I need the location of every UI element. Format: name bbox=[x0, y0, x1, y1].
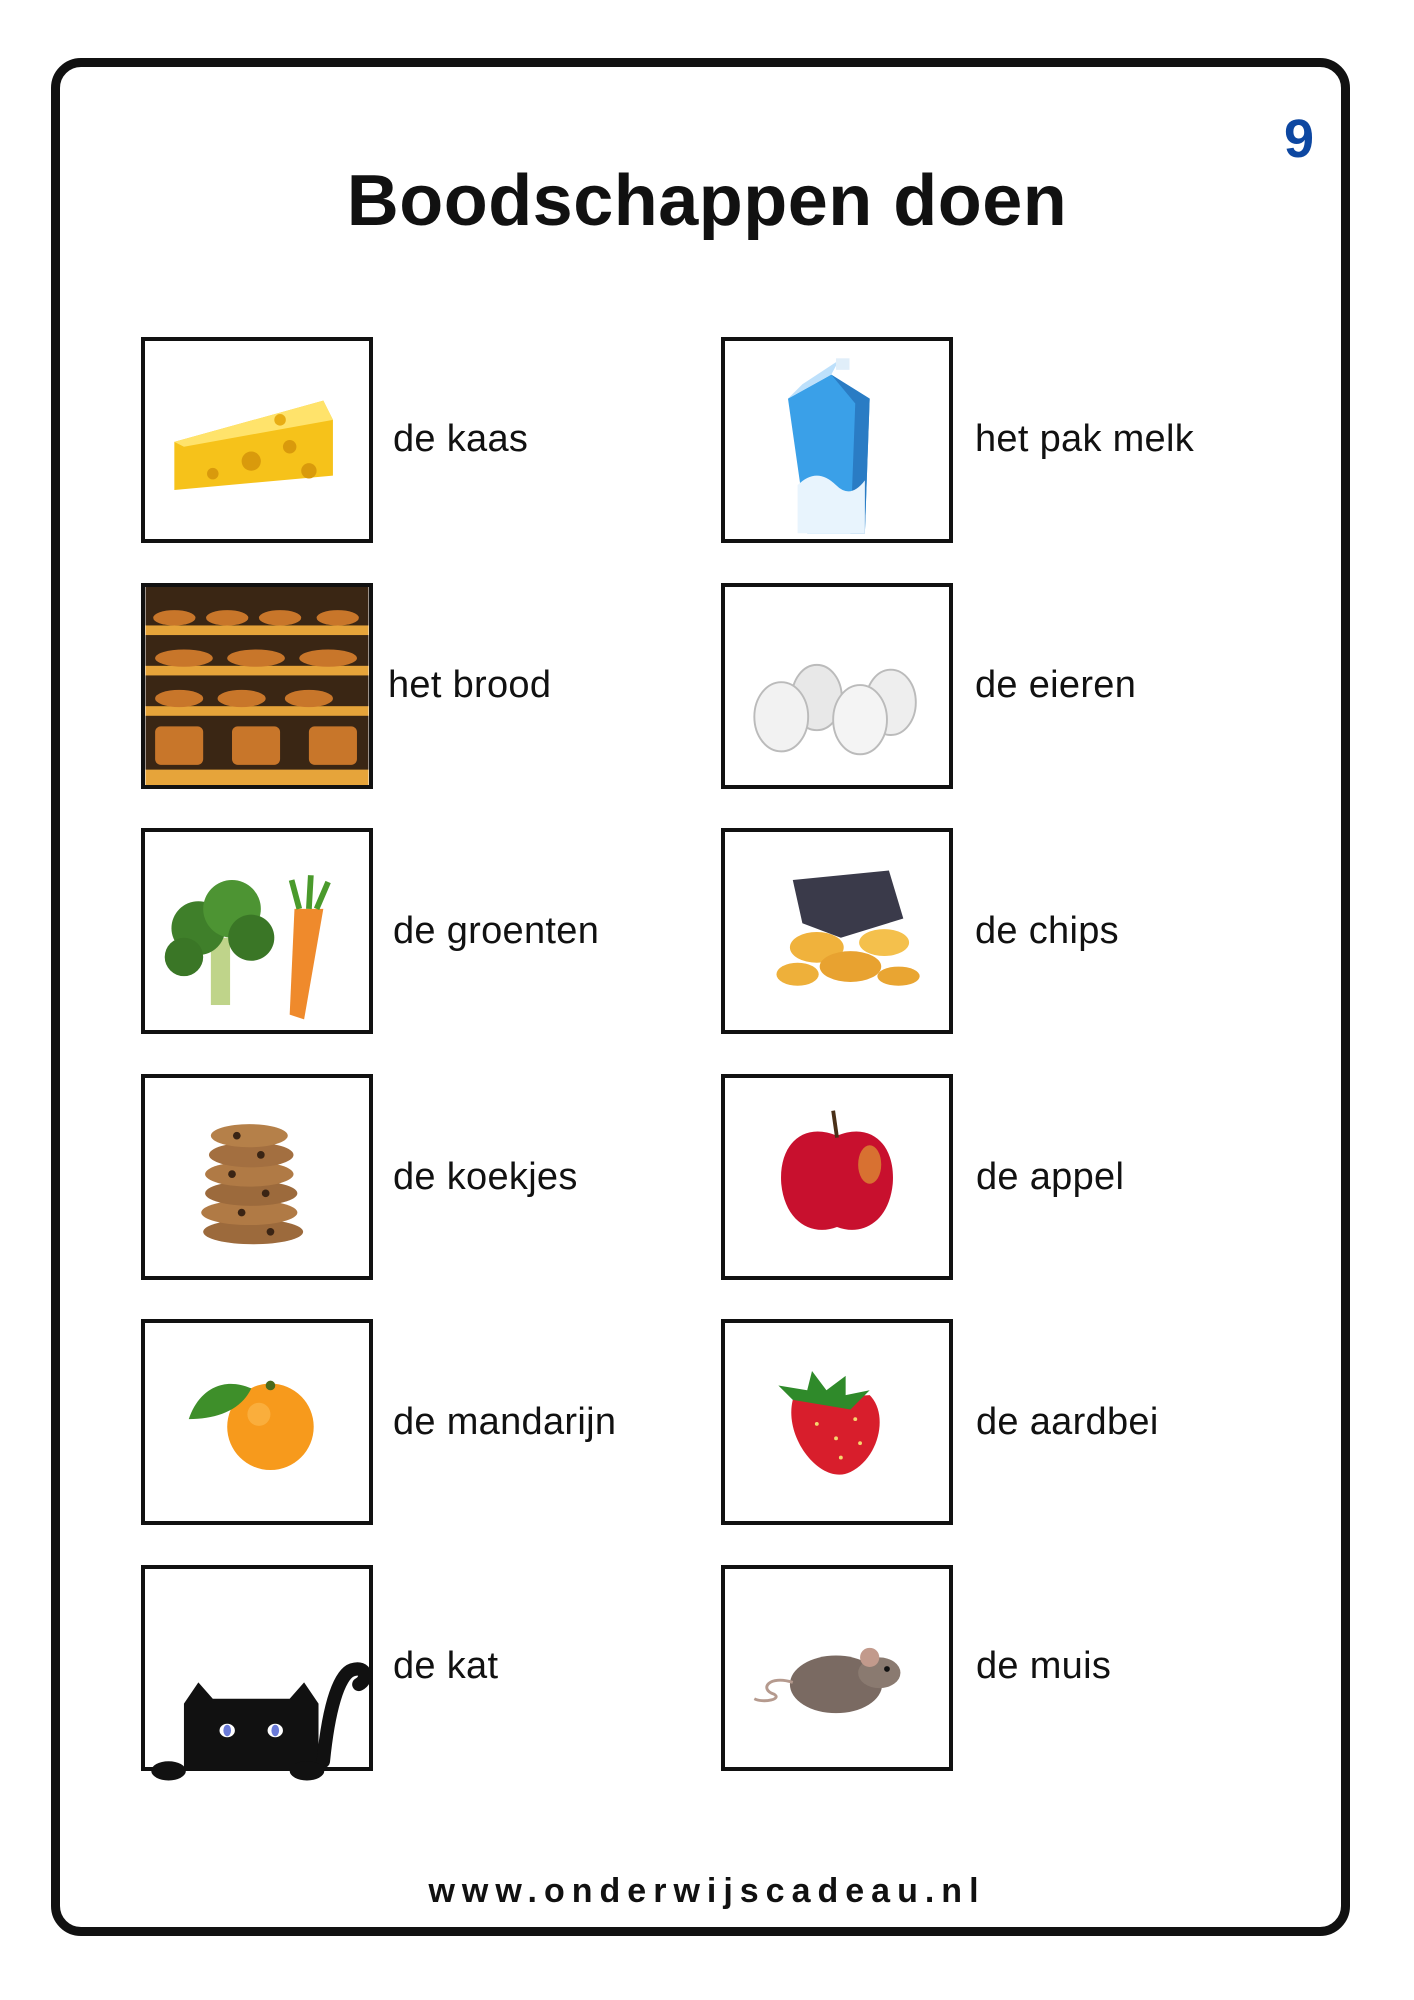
item-label: de aardbei bbox=[976, 1401, 1159, 1443]
cookies-icon bbox=[141, 1074, 373, 1280]
chips-icon bbox=[721, 828, 953, 1034]
item-label: het pak melk bbox=[975, 418, 1195, 460]
footer-website: www.onderwijscadeau.nl bbox=[428, 1872, 986, 1910]
bread-shelf-icon bbox=[141, 583, 373, 789]
mandarin-icon bbox=[141, 1319, 373, 1525]
item-label: de muis bbox=[976, 1645, 1112, 1687]
cat-icon bbox=[141, 1565, 373, 1771]
page-title: Boodschappen doen bbox=[346, 161, 1068, 241]
item-label: de mandarijn bbox=[393, 1401, 617, 1443]
cheese-icon bbox=[141, 337, 373, 543]
page-number: 9 bbox=[1283, 109, 1314, 169]
eggs-icon bbox=[721, 583, 953, 789]
item-label: de chips bbox=[975, 910, 1119, 952]
item-label: het brood bbox=[388, 664, 552, 706]
item-label: de kaas bbox=[393, 418, 529, 460]
item-label: de groenten bbox=[393, 910, 600, 952]
milk-carton-icon bbox=[721, 337, 953, 543]
apple-icon bbox=[721, 1074, 953, 1280]
item-label: de eieren bbox=[975, 664, 1137, 706]
mouse-icon bbox=[721, 1565, 953, 1771]
item-label: de appel bbox=[976, 1156, 1125, 1198]
strawberry-icon bbox=[721, 1319, 953, 1525]
vegetables-icon bbox=[141, 828, 373, 1034]
item-label: de kat bbox=[393, 1645, 499, 1687]
item-label: de koekjes bbox=[393, 1156, 578, 1198]
